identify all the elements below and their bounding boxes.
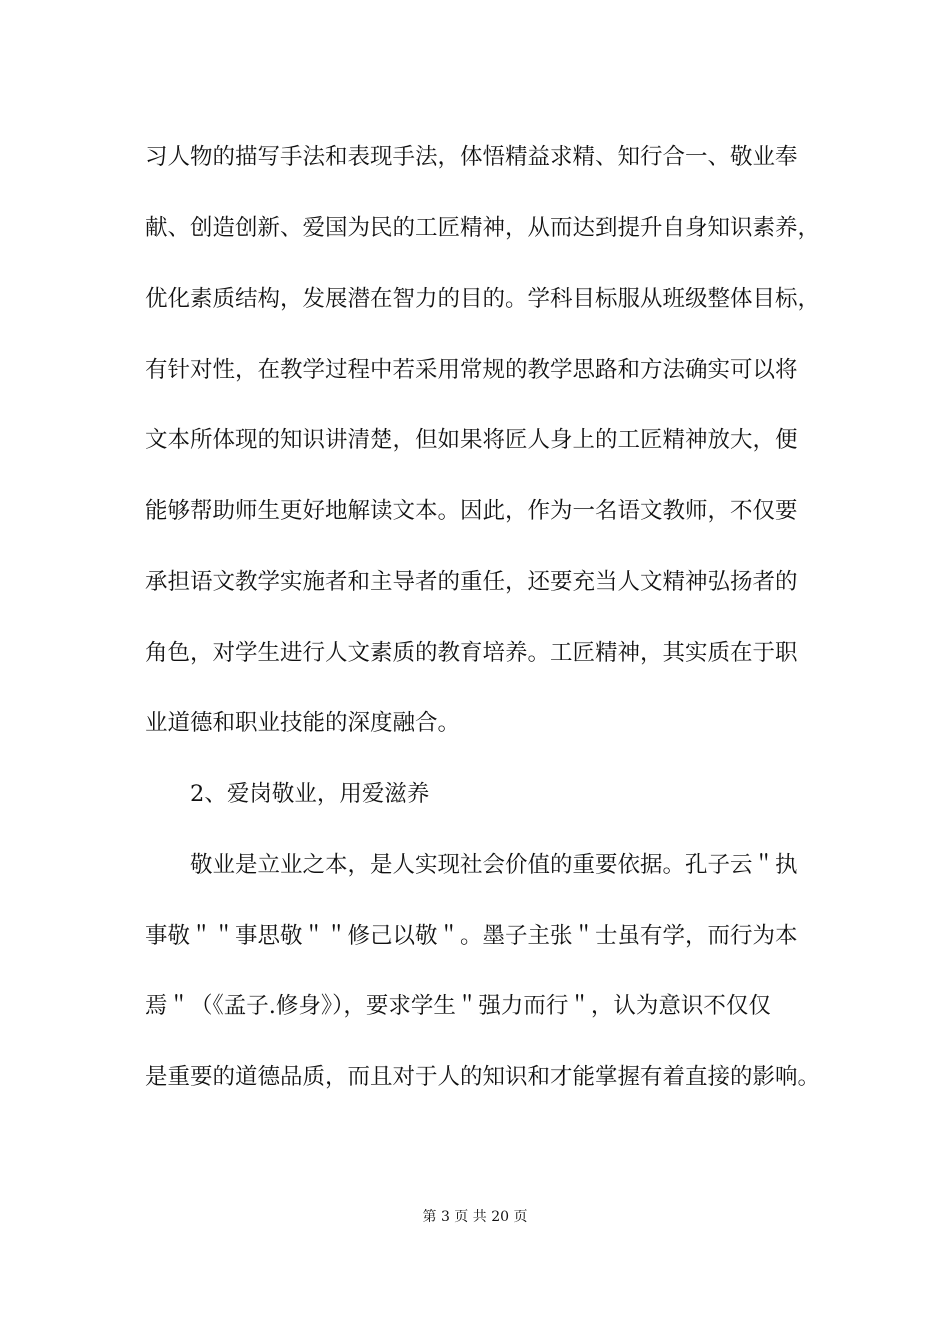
body-text-line: 业道德和职业技能的深度融合。	[145, 710, 461, 736]
body-text-line: 习人物的描写手法和表现手法，体悟精益求精、知行合一、敬业奉	[145, 144, 798, 170]
body-text-line: 事敬＂＂事思敬＂＂修己以敬＂。墨子主张＂士虽有学，而行为本	[145, 923, 798, 949]
body-text-line: 能够帮助师生更好地解读文本。因此，作为一名语文教师，不仅要	[145, 498, 798, 524]
body-text-line: 有针对性，在教学过程中若采用常规的教学思路和方法确实可以将	[145, 357, 798, 383]
body-text-line: 献、创造创新、爱国为民的工匠精神，从而达到提升自身知识素养，	[145, 215, 821, 241]
body-text-line: 是重要的道德品质，而且对于人的知识和才能掌握有着直接的影响。	[145, 1064, 821, 1090]
body-text-line: 文本所体现的知识讲清楚，但如果将匠人身上的工匠精神放大，便	[145, 427, 798, 453]
body-text-line: 承担语文教学实施者和主导者的重任，还要充当人文精神弘扬者的	[145, 569, 798, 595]
page-number-footer: 第 3 页 共 20 页	[422, 1209, 528, 1225]
body-text-line: 焉＂（《孟子.修身》），要求学生＂强力而行＂，认为意识不仅仅	[145, 993, 771, 1019]
section-heading: 2、爱岗敬业，用爱滋养	[190, 781, 430, 807]
body-text-line: 敬业是立业之本，是人实现社会价值的重要依据。孔子云＂执	[190, 852, 798, 878]
body-text-line: 优化素质结构，发展潜在智力的目的。学科目标服从班级整体目标，	[145, 286, 821, 312]
body-text-line: 角色，对学生进行人文素质的教育培养。工匠精神，其实质在于职	[145, 640, 798, 666]
